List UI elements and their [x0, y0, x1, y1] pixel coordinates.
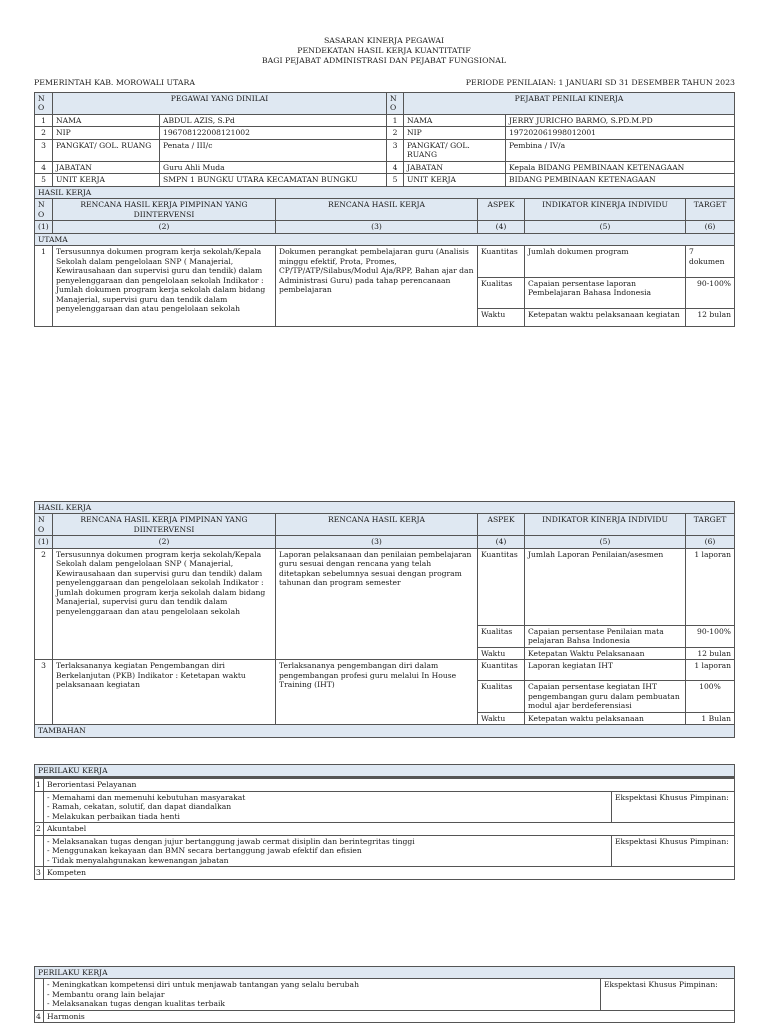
rencana-header: RENCANA HASIL KERJA [276, 199, 478, 221]
aspek-header: ASPEK [478, 514, 525, 536]
perilaku-no: 1 [35, 778, 44, 791]
row-no: 2 [35, 127, 53, 139]
row-no: 3 [35, 139, 53, 161]
rencana-header: RENCANA HASIL KERJA [276, 514, 478, 536]
pegawai-row [35, 114, 735, 126]
col-number: (1) [35, 536, 53, 548]
perilaku-no: 3 [35, 867, 44, 879]
perilaku-point: - Meningkatkan kompetensi diri untuk menjawab tantangan yang selalu berubah [47, 980, 359, 990]
title-line-3: BAGI PEJABAT ADMINISTRASI DAN PEJABAT FUNGSIONAL [261, 56, 507, 65]
no-header: NO [35, 199, 53, 221]
col-number: (6) [686, 221, 735, 233]
perilaku-point: - Tidak menyalahgunakan kewenangan jabatan [47, 855, 229, 865]
perilaku-item [35, 1010, 735, 1022]
col-number: (1) [35, 221, 53, 233]
rencana-cell: Dokumen perangkat pembelajaran guru (Analisis minggu efektif, Prota, Promes, CP/TP/ATP/Silabus/Modul Aja/RPP, Bahan ajar dan Administrasi Guru) pada tahap perencanaan pembelajaran [276, 246, 478, 327]
hasil-row [35, 246, 735, 278]
indikator-cell: Capaian persentase kegiatan IHT pengembangan guru dalam pembuatan modul ajar berdeferensiasi [525, 681, 686, 712]
indikator-cell: Capaian persentase Penilaian mata pelajaran Bahsa Indonesia [525, 625, 686, 647]
col-number: (6) [686, 536, 735, 548]
perilaku-point: - Memahami dan memenuhi kebutuhan masyarakat [47, 792, 246, 802]
pegawai-row [35, 127, 735, 139]
row-no: 1 [387, 114, 404, 126]
perilaku-point: - Membantu orang lain belajar [47, 989, 165, 999]
row-no: 1 [35, 114, 53, 126]
aspek-cell: Kualitas [478, 625, 525, 647]
aspek-cell: Kualitas [478, 681, 525, 712]
row-no: 5 [35, 174, 53, 196]
ekspektasi-cell: Ekspektasi Khusus Pimpinan: [612, 835, 735, 866]
rencana-pimpinan-cell: Tersusunnya dokumen program kerja sekolah/Kepala Sekolah dalam pengelolaan SNP ( Manajerial, Kewirausahaan dan supervisi guru dan tendik) dalam penyelenggaraan dan pengelolaan sekolah Indikator : Jumlah dokumen program kerja sekolah dalam bidang Manajerial, supervisi guru dan tendik dalam penyelenggaraan dan atau pengelolaan sekolah [53, 246, 276, 327]
row-label: JABATAN [53, 161, 160, 173]
target-cell: 7 dokumen [686, 246, 735, 278]
col-number: (2) [53, 536, 276, 548]
no-header: NO [387, 93, 404, 115]
perilaku-kerja-table-2 [34, 966, 735, 1023]
perilaku-no: 2 [35, 823, 44, 835]
indikator-cell: Laporan kegiatan IHT [525, 660, 686, 681]
target-header: TARGET [686, 199, 735, 221]
dinilai-value: SMPN 1 BUNGKU UTARA KECAMATAN BUNGKU UTARA [160, 174, 387, 196]
perilaku-kerja-table-1 [34, 764, 735, 880]
row-no: 1 [35, 246, 53, 327]
hasil-row [35, 660, 735, 681]
rencana-cell: Laporan pelaksanaan dan penilaian pembelajaran guru sesuai dengan rencana yang telah ditetapkan sebelumnya sesuai dengan program tahunan dan program semester [276, 548, 478, 659]
row-no: 3 [387, 139, 404, 161]
pegawai-header-row [35, 93, 735, 115]
perilaku-point: - Ramah, cekatan, solutif, dan dapat diandalkan [47, 802, 232, 812]
perilaku-item [35, 778, 735, 791]
dinilai-value: 196708122008121002 [160, 127, 387, 139]
indikator-cell: Jumlah Laporan Penilaian/asesmen [525, 548, 686, 625]
perilaku-name: Harmonis [44, 1010, 735, 1022]
column-number-row [35, 221, 735, 233]
pegawai-table [34, 92, 735, 196]
row-no: 4 [387, 161, 404, 173]
col-number: (5) [525, 536, 686, 548]
target-cell: 100% [686, 681, 735, 712]
indikator-header: INDIKATOR KINERJA INDIVIDU [525, 514, 686, 536]
perilaku-name: Berorientasi Pelayanan [44, 778, 735, 791]
rencana-pimpinan-cell: Tersusunnya dokumen program kerja sekolah/Kepala Sekolah dalam pengelolaan SNP ( Manajerial, Kewirausahaan dan supervisi guru dan tendik) dalam penyelenggaraan dan pengelolaan sekolah Indikator : Jumlah dokumen program kerja sekolah dalam bidang Manajerial, supervisi guru dan tendik dalam penyelenggaraan dan atau pengelolaan sekolah [53, 548, 276, 659]
perilaku-point: - Menggunakan kekayaan dan BMN secara bertanggung jawab efektif dan efisien [47, 846, 362, 856]
aspek-cell: Kuantitas [478, 548, 525, 625]
aspek-cell: Kualitas [478, 277, 525, 309]
penilai-value: Kepala BIDANG PEMBINAAN KETENAGAAN [506, 161, 735, 173]
pegawai-row [35, 161, 735, 173]
rencana-pimpinan-header: RENCANA HASIL KERJA PIMPINAN YANG DIINTERVENSI [53, 199, 276, 221]
col-number: (2) [53, 221, 276, 233]
aspek-cell: Kuantitas [478, 660, 525, 681]
perilaku-point: - Melaksanakan tugas dengan kualitas terbaik [47, 999, 226, 1009]
row-no: 3 [35, 660, 53, 725]
row-label: PANGKAT/ GOL. RUANG [53, 139, 160, 161]
col-number: (5) [525, 221, 686, 233]
dinilai-value: ABDUL AZIS, S.Pd [160, 114, 387, 126]
target-cell: 90-100% [686, 277, 735, 309]
row-label: JABATAN [404, 161, 506, 173]
hasil-header-row [35, 514, 735, 536]
row-no: 5 [387, 174, 404, 196]
hasil-row [35, 548, 735, 625]
perilaku-kerja-section: PERILAKU KERJA [35, 967, 735, 979]
indikator-cell: Jumlah dokumen program [525, 246, 686, 278]
col-number: (3) [276, 221, 478, 233]
indikator-cell: Capaian persentase laporan Pembelajaran Bahasa Indonesia [525, 277, 686, 309]
penilai-header: PEJABAT PENILAI KINERJA [404, 93, 735, 115]
indikator-cell: Ketepatan Waktu Pelaksanaan [525, 647, 686, 659]
no-header: NO [35, 93, 53, 115]
perilaku-no: 4 [35, 1010, 44, 1022]
target-cell: 12 bulan [686, 647, 735, 659]
col-number: (4) [478, 221, 525, 233]
row-label: PANGKAT/ GOL. RUANG [404, 139, 506, 161]
title-line-1: SASARAN KINERJA PEGAWAI [323, 36, 445, 45]
tambahan-section: TAMBAHAN [35, 725, 735, 737]
perilaku-point: - Melakukan perbaikan tiada henti [47, 811, 180, 821]
aspek-cell: Waktu [478, 712, 525, 724]
row-label: UNIT KERJA [404, 174, 506, 196]
indikator-cell: Ketepatan waktu pelaksanaan [525, 712, 686, 724]
row-label: UNIT KERJA [53, 174, 160, 196]
rencana-pimpinan-header: RENCANA HASIL KERJA PIMPINAN YANG DIINTERVENSI [53, 514, 276, 536]
perilaku-points-row [35, 979, 735, 1010]
perilaku-points-row [35, 835, 735, 866]
perilaku-item [35, 867, 735, 879]
document-title [0, 36, 768, 66]
dinilai-header: PEGAWAI YANG DINILAI [53, 93, 387, 115]
periode-label: PERIODE PENILAIAN: 1 JANUARI SD 31 DESEMBER TAHUN 2023 [465, 78, 735, 87]
pegawai-row [35, 139, 735, 161]
rencana-pimpinan-cell: Terlaksananya kegiatan Pengembangan diri Berkelanjutan (PKB) Indikator : Ketetapan waktu pelaksanaan kegiatan [53, 660, 276, 725]
perilaku-name: Akuntabel [44, 823, 735, 835]
hasil-kerja-table-2 [34, 501, 735, 738]
penilai-value: 197202061998012001 [506, 127, 735, 139]
perilaku-points [44, 791, 612, 822]
perilaku-kerja-section: PERILAKU KERJA [35, 765, 735, 778]
utama-section: UTAMA [35, 233, 735, 245]
dinilai-value: Penata / III/c [160, 139, 387, 161]
aspek-header: ASPEK [478, 199, 525, 221]
target-cell: 12 bulan [686, 309, 735, 327]
rencana-cell: Terlaksananya pengembangan diri dalam pengembangan profesi guru melalui In House Training (IHT) [276, 660, 478, 725]
row-label: NIP [404, 127, 506, 139]
perilaku-item [35, 823, 735, 835]
col-number: (4) [478, 536, 525, 548]
indikator-cell: Ketepatan waktu pelaksanaan kegiatan [525, 309, 686, 327]
perilaku-points [44, 835, 612, 866]
indikator-header: INDIKATOR KINERJA INDIVIDU [525, 199, 686, 221]
row-no: 2 [35, 548, 53, 659]
aspek-cell: Waktu [478, 309, 525, 327]
hasil-header-row [35, 199, 735, 221]
perilaku-name: Kompeten [44, 867, 735, 879]
aspek-cell: Kuantitas [478, 246, 525, 278]
dinilai-value: Guru Ahli Muda [160, 161, 387, 173]
target-cell: 1 laporan [686, 660, 735, 681]
ekspektasi-cell: Ekspektasi Khusus Pimpinan: [601, 979, 735, 1010]
hasil-kerja-table-1 [34, 186, 735, 327]
penilai-value: JERRY JURICHO BARMO, S.PD.M.PD [506, 114, 735, 126]
target-cell: 1 Bulan [686, 712, 735, 724]
aspek-cell: Waktu [478, 647, 525, 659]
col-number: (3) [276, 536, 478, 548]
penilai-value: BIDANG PEMBINAAN KETENAGAAN [506, 174, 735, 196]
ekspektasi-cell: Ekspektasi Khusus Pimpinan: [612, 791, 735, 822]
perilaku-points-row [35, 791, 735, 822]
row-label: NIP [53, 127, 160, 139]
perilaku-point: - Melaksanakan tugas dengan jujur bertanggung jawab cermat disiplin dan berintegritas tinggi [47, 836, 415, 846]
row-no: 2 [387, 127, 404, 139]
hasil-kerja-section: HASIL KERJA [35, 502, 735, 514]
row-label: NAMA [53, 114, 160, 126]
pemerintah-label: PEMERINTAH KAB. MOROWALI UTARA [34, 78, 196, 87]
no-header: NO [35, 514, 53, 536]
perilaku-points [44, 979, 601, 1010]
penilai-value: Pembina / IV/a [506, 139, 735, 161]
hasil-kerja-section: HASIL KERJA [35, 187, 735, 199]
target-header: TARGET [686, 514, 735, 536]
title-line-2: PENDEKATAN HASIL KERJA KUANTITATIF [297, 46, 471, 55]
row-no: 4 [35, 161, 53, 173]
target-cell: 1 laporan [686, 548, 735, 625]
row-label: NAMA [404, 114, 506, 126]
column-number-row [35, 536, 735, 548]
target-cell: 90-100% [686, 625, 735, 647]
